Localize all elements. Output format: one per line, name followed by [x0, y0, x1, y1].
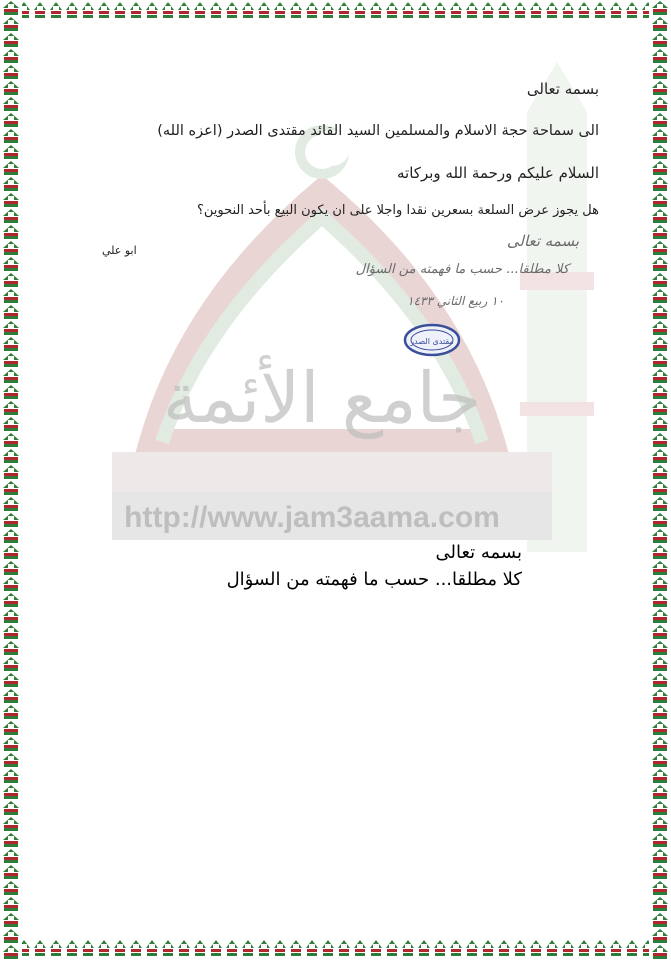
watermark-logo-text: جامع الأئمة — [162, 357, 482, 439]
handwritten-answer: كلا مطلقا... حسب ما فهمته من السؤال — [355, 262, 569, 277]
watermark-logo — [22, 22, 649, 938]
watermark-url: http://www.jam3aama.com — [124, 501, 500, 534]
document-page — [22, 22, 649, 938]
decorative-border-bottom — [0, 938, 671, 960]
letter-greeting: السلام عليكم ورحمة الله وبركاته — [397, 164, 599, 182]
handwritten-heading: بسمه تعالى — [506, 232, 579, 250]
decorative-border-right — [649, 0, 671, 960]
svg-text:مقتدى الصدر: مقتدى الصدر — [410, 337, 454, 346]
typed-answer-heading: بسمه تعالى — [435, 542, 522, 563]
letter-heading: بسمه تعالى — [526, 80, 599, 98]
decorative-border-left — [0, 0, 22, 960]
letter-address-line: الى سماحة حجة الاسلام والمسلمين السيد القائد مقتدى الصدر (اعزه الله) — [157, 123, 599, 139]
decorative-border-top — [0, 0, 671, 22]
handwritten-date: ١٠ ربيع الثاني ١٤٣٣ — [407, 294, 504, 308]
letter-question: هل يجوز عرض السلعة بسعرين نقدا واجلا على ان يكون البيع بأحد النحوين؟ — [196, 203, 599, 218]
seal-stamp — [402, 322, 462, 358]
letter-sender: ابو علي — [102, 244, 137, 257]
typed-answer-text: كلا مطلقا... حسب ما فهمته من السؤال — [226, 569, 522, 590]
